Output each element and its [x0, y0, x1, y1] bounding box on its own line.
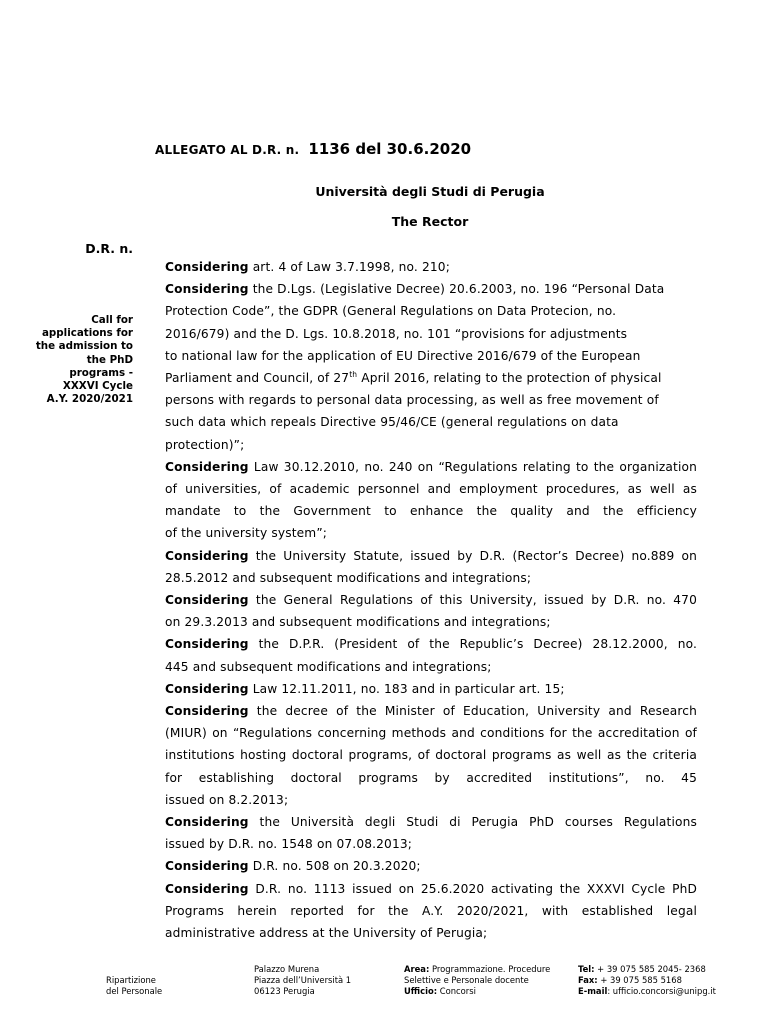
considering-keyword: Considering: [165, 593, 249, 608]
considering-text: the University Statute, issued by D.R. (Rector’s Decree) no.889 on: [255, 548, 698, 563]
considering-paragraph: [165, 589, 697, 633]
call-title-line: A.Y. 2020/2021: [46, 393, 133, 406]
footer-area-line2: Selettive e Personale docente: [404, 975, 529, 985]
footer-address-line: Palazzo Murena: [254, 964, 320, 974]
considering-text: 2016/679) and the D. Lgs. 10.8.2018, no. 101 “provisions for adjustments: [165, 326, 628, 341]
call-title-line: the PhD: [86, 353, 133, 366]
considering-text: Law 30.12.2010, no. 240 on “Regulations relating to the organization of universities, of academic personnel and employment procedures, as well as mandate to the Government to enhance the quality and the efficiency: [165, 459, 697, 519]
call-title-line: applications for: [41, 327, 133, 340]
footer-tel-value: + 39 075 585 2045- 2368: [597, 964, 706, 974]
considering-keyword: Considering: [165, 459, 249, 474]
ordinal-suffix: th: [349, 370, 358, 380]
footer-area-value: Programmazione. Procedure: [431, 964, 551, 974]
considering-keyword: Considering: [165, 282, 249, 297]
considering-text: the General Regulations of this University, issued by D.R. no. 470: [255, 593, 697, 608]
considering-text: on 29.3.2013 and subsequent modifications and integrations;: [165, 615, 551, 630]
considering-text: Law 12.11.2011, no. 183 and in particular art. 15;: [252, 681, 565, 696]
footer-fax-label: Fax:: [578, 975, 598, 985]
considering-text: April 2016, relating to the protection of physical: [357, 371, 662, 386]
footer-ufficio-label: Ufficio:: [404, 986, 438, 996]
considering-text: the Università degli Studi di Perugia PhD courses Regulations: [259, 815, 697, 830]
attachment-label: ALLEGATO AL D.R. n.: [155, 143, 300, 157]
footer-address: [254, 964, 351, 997]
considering-text: art. 4 of Law 3.7.1998, no. 210;: [252, 260, 450, 274]
considering-text: protection)”;: [165, 437, 245, 452]
call-title-line: the admission to: [35, 340, 133, 353]
footer-email-value[interactable]: : ufficio.concorsi@unipg.it: [607, 986, 716, 996]
decree-body: [165, 256, 697, 944]
considering-text: issued by D.R. no. 1548 on 07.08.2013;: [165, 837, 413, 852]
considering-text: D.R. no. 1113 issued on 25.6.2020 activating the XXXVI Cycle PhD Programs herein reported for the A.Y. 2020/2021, with established legal: [165, 881, 698, 918]
considering-keyword: Considering: [165, 704, 249, 719]
considering-text: D.R. no. 508 on 20.3.2020;: [252, 859, 421, 874]
considering-paragraph: [165, 633, 697, 677]
considering-text: 28.5.2012 and subsequent modifications and integrations;: [165, 570, 532, 585]
considering-paragraph: [165, 545, 697, 589]
considering-paragraph: [165, 811, 697, 855]
considering-paragraph: [165, 256, 697, 278]
considering-text: Parliament and Council, of 27: [165, 371, 350, 386]
considering-text: such data which repeals Directive 95/46/CE (general regulations on data: [165, 415, 619, 430]
considering-keyword: Considering: [165, 681, 249, 696]
footer-contacts: [578, 964, 716, 997]
considering-keyword: Considering: [165, 548, 249, 563]
attachment-header: [155, 139, 471, 158]
considering-paragraph: [165, 855, 697, 877]
call-title: [23, 314, 133, 406]
considering-paragraph: [165, 278, 697, 456]
decree-label: D.R. n.: [85, 241, 133, 256]
considering-keyword: Considering: [165, 815, 249, 830]
footer-area-label: Area:: [404, 964, 430, 974]
footer-office: [106, 975, 162, 997]
considering-keyword: Considering: [165, 260, 249, 274]
considering-text: to national law for the application of EU Directive 2016/679 of the European: [165, 348, 641, 363]
considering-text: the D.P.R. (President of the Republic’s Decree) 28.12.2000, no.: [258, 637, 697, 652]
considering-text: administrative address at the University of Perugia;: [165, 926, 488, 941]
considering-paragraph: [165, 456, 697, 545]
considering-text: Protection Code”, the GDPR (General Regulations on Data Protecion, no.: [165, 304, 617, 319]
considering-keyword: Considering: [165, 881, 249, 896]
call-title-line: XXXVI Cycle: [62, 380, 133, 393]
footer-ufficio-value: Concorsi: [439, 986, 476, 996]
footer-office-line: Ripartizione: [106, 975, 156, 985]
considering-text: persons with regards to personal data processing, as well as free movement of: [165, 393, 659, 408]
footer-fax-value: + 39 075 585 5168: [600, 975, 682, 985]
considering-text: of the university system”;: [165, 526, 328, 541]
footer-office-line: del Personale: [106, 986, 163, 996]
call-title-line: programs -: [69, 366, 133, 379]
footer-email-label: E-mail: [578, 986, 608, 996]
footer-area: [404, 964, 550, 997]
footer-address-line: Piazza dell’Università 1: [254, 975, 352, 985]
considering-keyword: Considering: [165, 859, 249, 874]
considering-text: 445 and subsequent modifications and integrations;: [165, 659, 492, 674]
considering-text: the D.Lgs. (Legislative Decree) 20.6.2003, no. 196 “Personal Data: [252, 282, 665, 297]
decree-number-date: 1136 del 30.6.2020: [308, 140, 472, 158]
considering-text: issued on 8.2.2013;: [165, 792, 289, 807]
footer-tel-label: Tel:: [578, 964, 595, 974]
considering-paragraph: [165, 700, 697, 811]
considering-paragraph: [165, 878, 697, 945]
footer-address-line: 06123 Perugia: [254, 986, 315, 996]
considering-text: the decree of the Minister of Education, University and Research (MIUR) on “Regulations concerning methods and conditions for the accreditation of institutions hosting doctoral programs, of doctoral programs as well as the criteria for establishing doctoral programs by accredited institutions”, no. 45: [165, 704, 697, 785]
considering-paragraph: [165, 678, 697, 700]
university-name: Università degli Studi di Perugia: [315, 184, 545, 199]
call-title-line: Call for: [91, 314, 133, 326]
rector-heading: The Rector: [391, 214, 469, 229]
considering-keyword: Considering: [165, 637, 249, 652]
